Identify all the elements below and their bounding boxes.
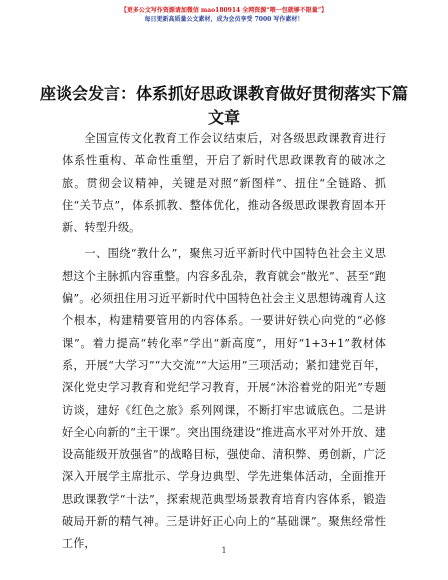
document-title: 座谈会发言：体系抓好思政课教育做好贯彻落实下篇文章 (40, 84, 409, 127)
page-number: 1 (221, 546, 227, 555)
header-banner (0, 6, 448, 24)
banner-line-promo: 【更多公文写作资源请加微信 mao180914 全网资源“喂一包就够不限量”】 (120, 7, 328, 14)
paragraph-section-one: 一、围绕“教什么”，聚焦习近平新时代中国特色社会主义思想这个主脉抓内容重整。内容多乱杂，教育就会“散光”、甚至“跑偏”。必须扭住用习近平新时代中国特色社会主义思想铸魂育人这个根本，构建精要管用的内容体系。一要讲好铁心向党的“必修课”。着力提高“转化率”学出“新高度”，用好“1+3+1”教材体系，开展“大学习”“大交流”“大运用”三项活动；紧扣建党百年，深化党史学习教育和党纪学习教育，开展“沐浴着党的阳光”专题访谈，建好《红色之旅》系列网课，不断打牢忠诚底色。二是讲好全心向新的“主干课”。突出围绕建设“推进高水平对外开放、建设高能级开放强省”的战略目标，强使命、清积弊、勇创新，广泛深入开展学主席批示、学身边典型、学先进集体活动，全面推开思政课教学“十法”，探索规范典型场景教育培育内容体系，锻造破局开新的精气神。三是讲好正心向上的“基础课”。聚焦经常性工作， (62, 247, 386, 551)
banner-line-member: 每日更新高质量公文素材，成为会员享受 7000 写作素材！ (144, 16, 304, 23)
document-body (62, 128, 386, 560)
paragraph-intro: 全国宣传文化教育工作会议结束后，对各级思政课教育进行体系性重构、革命性重塑，开启了新时代思政课教育的破冰之旅。贯彻会议精神，关键是对照“新图样”、扭住“全链路、抓住“关节点”，体系抓教、整体优化，推动各级思政课教育固本开新、转型升级。 (62, 132, 386, 235)
